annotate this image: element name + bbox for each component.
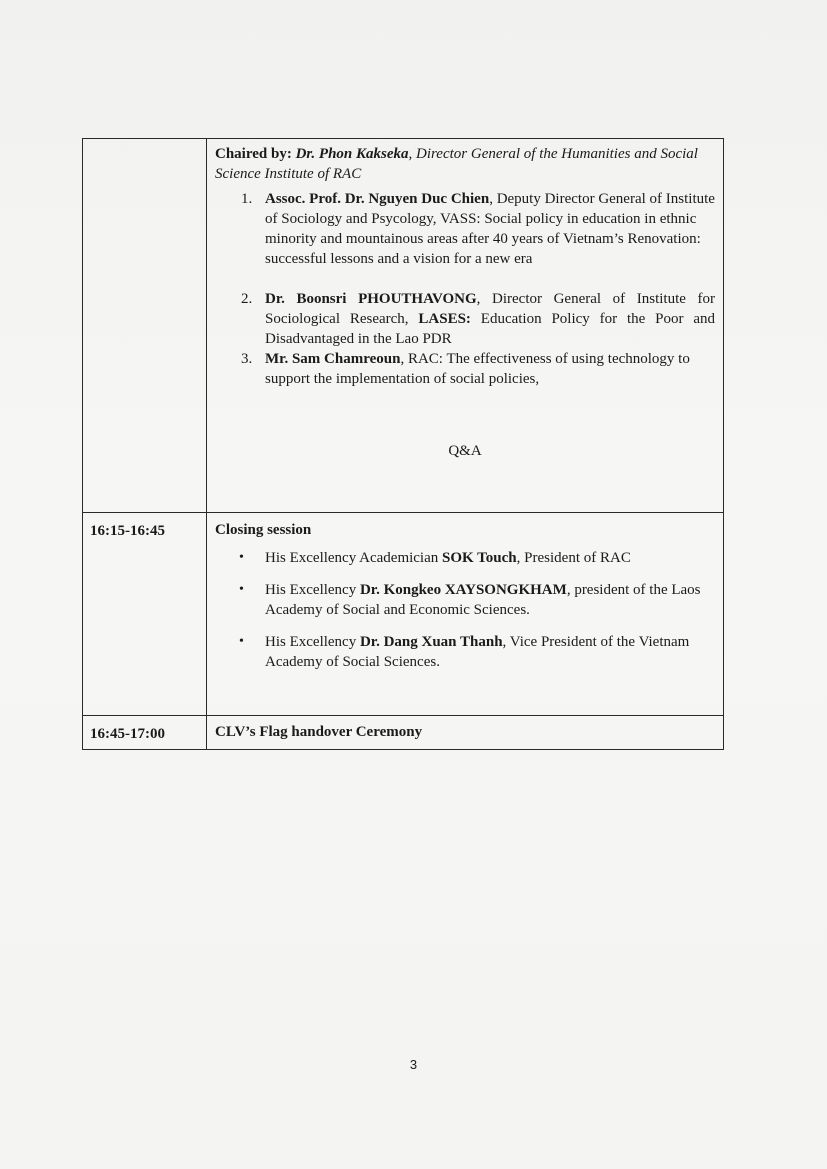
chaired-by-label: Chaired by: — [215, 146, 292, 162]
item-number: 2. — [241, 291, 253, 307]
chair-separator: , — [408, 146, 417, 162]
table-row — [83, 513, 724, 716]
guest-name: SOK Touch — [442, 550, 517, 566]
speaker-topic: , RAC: The effectiveness of using technology to support the implementation of social policies, — [265, 351, 690, 387]
time-cell: 16:45-17:00 — [83, 716, 207, 750]
item-number: 1. — [241, 191, 253, 207]
speaker-prefix: Mr. — [265, 351, 292, 367]
guest-prefix: His Excellency — [265, 582, 360, 598]
list-item — [239, 632, 715, 672]
speaker-role: , Director General of Institute for Sociological Research, — [265, 291, 715, 327]
list-item — [239, 548, 715, 568]
guest-role: , president of the Laos Academy of Social and Economic Sciences. — [265, 582, 701, 618]
agenda-table — [82, 138, 724, 750]
guest-prefix: His Excellency Academician — [265, 550, 443, 566]
speaker-name: Dr. Boonsri PHOUTHAVONG — [265, 291, 477, 307]
speaker-topic: Education Policy for the Poor and Disadvantaged in the Lao PDR — [265, 311, 715, 347]
item-number: 3. — [241, 351, 253, 367]
guest-role: , President of RAC — [516, 550, 631, 566]
speaker-topic: , Deputy Director General of Institute of Sociology and Psycology, VASS: Social policy in education in ethnic minority and mountainous areas after 40 years of Vietnam’s Renovation: successful lessons and a vision for a new era — [265, 191, 715, 267]
list-item — [241, 349, 715, 389]
chaired-by — [215, 144, 715, 184]
session-content-cell — [207, 716, 724, 750]
page-number: 3 — [409, 1057, 418, 1072]
guest-name: Dr. Kongkeo XAYSONGKHAM — [359, 582, 567, 598]
list-item — [241, 289, 715, 349]
speaker-name: Assoc. Prof. Dr. Nguyen Duc Chien — [265, 191, 490, 207]
bullet-icon: • — [239, 550, 244, 565]
session-title: Closing session — [215, 522, 312, 538]
guest-name: Dr. Dang Xuan Thanh — [359, 634, 503, 650]
qa-label: Q&A — [448, 443, 482, 459]
bullet-icon: • — [239, 582, 244, 597]
speaker-list — [215, 189, 715, 389]
list-item — [241, 189, 715, 269]
bullet-icon: • — [239, 634, 244, 649]
speaker-org: LASES: — [418, 311, 471, 327]
speaker-name: Sam Chamreoun — [291, 351, 401, 367]
chair-role: Director General of the Humanities and Social Science Institute of RAC — [215, 146, 698, 182]
chair-name: Dr. Phon Kakseka — [295, 146, 409, 162]
list-item — [239, 580, 715, 620]
session-content-cell — [207, 513, 724, 716]
guest-prefix: His Excellency — [265, 634, 360, 650]
table-row — [83, 716, 724, 750]
time-cell — [83, 139, 207, 513]
session-title: CLV’s Flag handover Ceremony — [215, 724, 423, 740]
time-cell: 16:15-16:45 — [83, 513, 207, 716]
session-content-cell — [207, 139, 724, 513]
guest-list — [215, 548, 715, 672]
table-row — [83, 139, 724, 513]
guest-role: , Vice President of the Vietnam Academy of Social Sciences. — [265, 634, 690, 670]
